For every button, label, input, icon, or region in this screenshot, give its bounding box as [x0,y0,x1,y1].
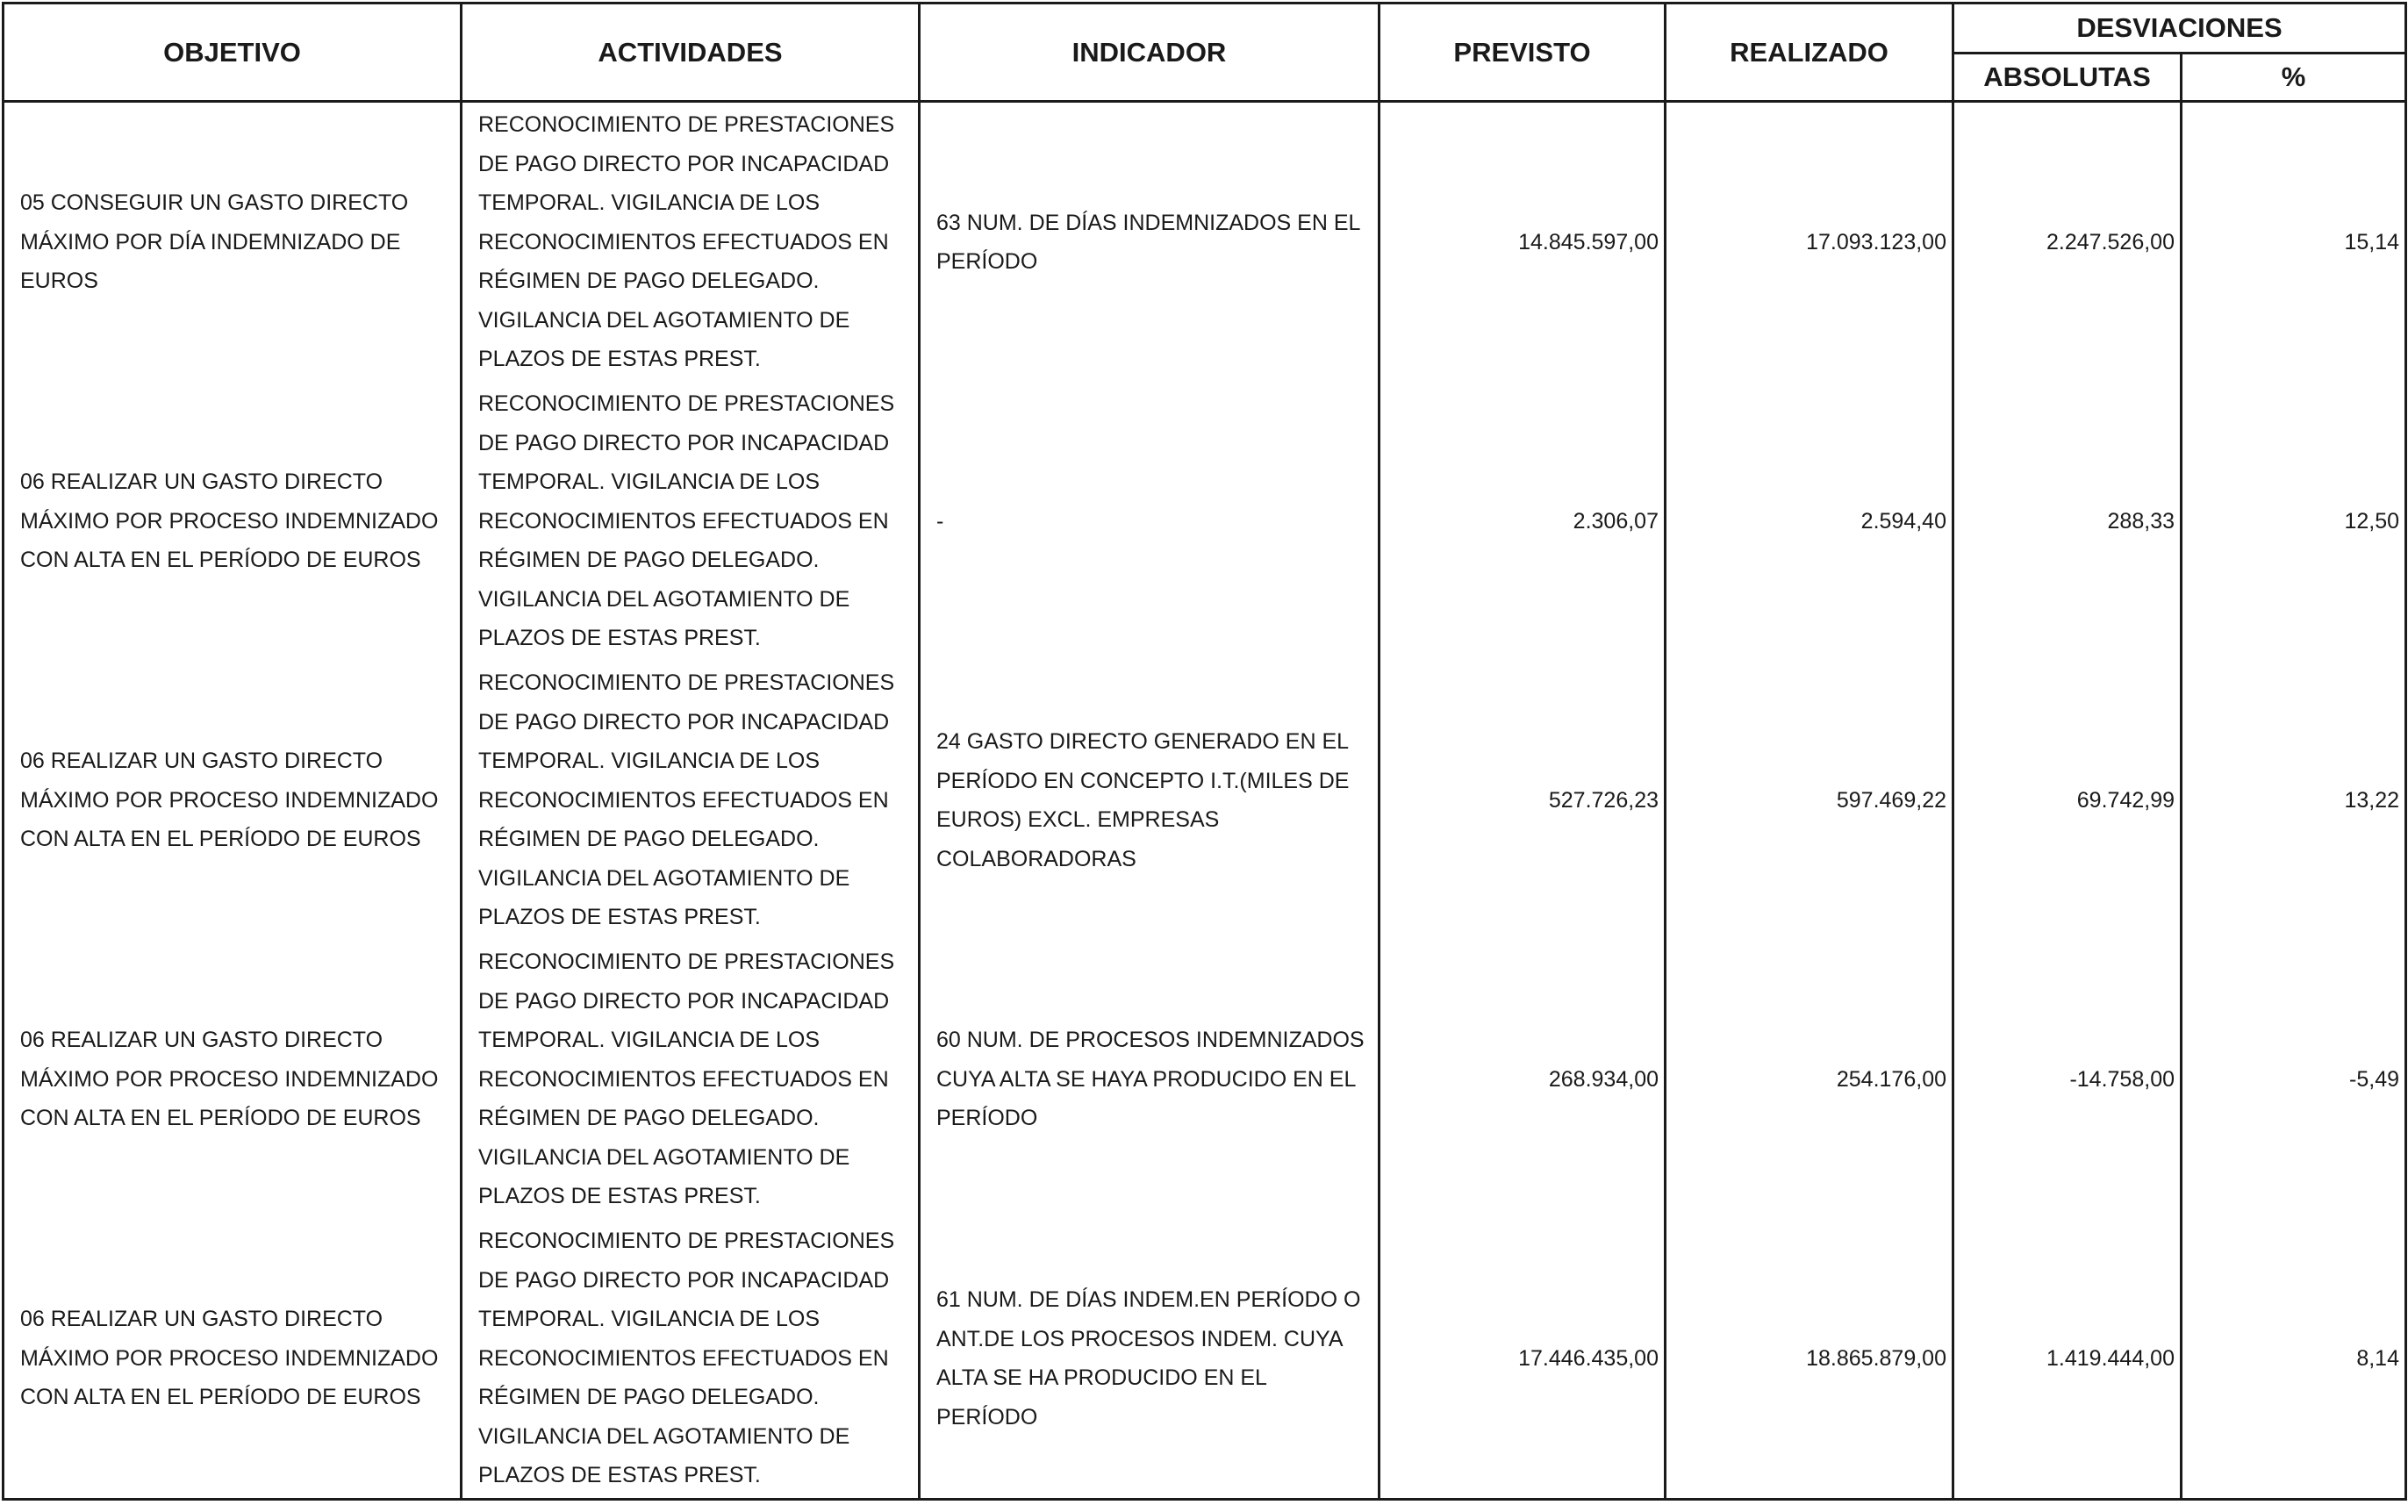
cell-previsto: 268.934,00 [1380,940,1666,1219]
cell-objetivo: 06 REALIZAR UN GASTO DIRECTO MÁXIMO POR PROCESO INDEMNIZADO CON ALTA EN EL PERÍODO DE EUROS [4,940,462,1219]
cell-previsto: 14.845.597,00 [1380,102,1666,383]
cell-previsto: 2.306,07 [1380,382,1666,661]
cell-porcentaje: -5,49 [2182,940,2406,1219]
cell-objetivo: 06 REALIZAR UN GASTO DIRECTO MÁXIMO POR PROCESO INDEMNIZADO CON ALTA EN EL PERÍODO DE EUROS [4,661,462,940]
objectives-table-frame [2,2,2404,1509]
cell-porcentaje: 15,14 [2182,102,2406,383]
cell-actividades: RECONOCIMIENTO DE PRESTACIONES DE PAGO DIRECTO POR INCAPACIDAD TEMPORAL. VIGILANCIA DE LOS RECONOCIMIENTOS EFECTUADOS EN RÉGIMEN DE PAGO DELEGADO. VIGILANCIA DEL AGOTAMIENTO DE PLAZOS DE ESTAS PREST. [462,102,920,383]
cell-realizado: 18.865.879,00 [1666,1219,1953,1500]
cell-objetivo: 06 REALIZAR UN GASTO DIRECTO MÁXIMO POR PROCESO INDEMNIZADO CON ALTA EN EL PERÍODO DE EUROS [4,382,462,661]
cell-absolutas: 2.247.526,00 [1953,102,2182,383]
table-row [4,102,2406,383]
cell-actividades: RECONOCIMIENTO DE PRESTACIONES DE PAGO DIRECTO POR INCAPACIDAD TEMPORAL. VIGILANCIA DE LOS RECONOCIMIENTOS EFECTUADOS EN RÉGIMEN DE PAGO DELEGADO. VIGILANCIA DEL AGOTAMIENTO DE PLAZOS DE ESTAS PREST. [462,382,920,661]
header-realizado: REALIZADO [1666,4,1953,102]
cell-absolutas: 288,33 [1953,382,2182,661]
table-header [4,4,2406,102]
cell-absolutas: 69.742,99 [1953,661,2182,940]
header-objetivo: OBJETIVO [4,4,462,102]
cell-absolutas: -14.758,00 [1953,940,2182,1219]
cell-porcentaje: 13,22 [2182,661,2406,940]
objectives-table [2,2,2407,1501]
cell-actividades: RECONOCIMIENTO DE PRESTACIONES DE PAGO DIRECTO POR INCAPACIDAD TEMPORAL. VIGILANCIA DE LOS RECONOCIMIENTOS EFECTUADOS EN RÉGIMEN DE PAGO DELEGADO. VIGILANCIA DEL AGOTAMIENTO DE PLAZOS DE ESTAS PREST. [462,661,920,940]
table-row [4,940,2406,1219]
cell-realizado: 254.176,00 [1666,940,1953,1219]
header-desviaciones: DESVIACIONES [1953,4,2406,54]
header-previsto: PREVISTO [1380,4,1666,102]
cell-objetivo: 05 CONSEGUIR UN GASTO DIRECTO MÁXIMO POR DÍA INDEMNIZADO DE EUROS [4,102,462,383]
cell-previsto: 527.726,23 [1380,661,1666,940]
table-row [4,661,2406,940]
cell-porcentaje: 12,50 [2182,382,2406,661]
cell-indicador: 60 NUM. DE PROCESOS INDEMNIZADOS CUYA ALTA SE HAYA PRODUCIDO EN EL PERÍODO [920,940,1380,1219]
cell-indicador: 24 GASTO DIRECTO GENERADO EN EL PERÍODO EN CONCEPTO I.T.(MILES DE EUROS) EXCL. EMPRESAS COLABORADORAS [920,661,1380,940]
header-indicador: INDICADOR [920,4,1380,102]
header-absolutas: ABSOLUTAS [1953,54,2182,102]
cell-realizado: 17.093.123,00 [1666,102,1953,383]
cell-actividades: RECONOCIMIENTO DE PRESTACIONES DE PAGO DIRECTO POR INCAPACIDAD TEMPORAL. VIGILANCIA DE LOS RECONOCIMIENTOS EFECTUADOS EN RÉGIMEN DE PAGO DELEGADO. VIGILANCIA DEL AGOTAMIENTO DE PLAZOS DE ESTAS PREST. [462,1219,920,1500]
cell-objetivo: 06 REALIZAR UN GASTO DIRECTO MÁXIMO POR PROCESO INDEMNIZADO CON ALTA EN EL PERÍODO DE EUROS [4,1219,462,1500]
cell-realizado: 2.594,40 [1666,382,1953,661]
header-actividades: ACTIVIDADES [462,4,920,102]
cell-previsto: 17.446.435,00 [1380,1219,1666,1500]
table-body [4,102,2406,1500]
cell-indicador: 61 NUM. DE DÍAS INDEM.EN PERÍODO O ANT.DE LOS PROCESOS INDEM. CUYA ALTA SE HA PRODUCIDO EN EL PERÍODO [920,1219,1380,1500]
cell-porcentaje: 8,14 [2182,1219,2406,1500]
table-row [4,382,2406,661]
cell-absolutas: 1.419.444,00 [1953,1219,2182,1500]
cell-actividades: RECONOCIMIENTO DE PRESTACIONES DE PAGO DIRECTO POR INCAPACIDAD TEMPORAL. VIGILANCIA DE LOS RECONOCIMIENTOS EFECTUADOS EN RÉGIMEN DE PAGO DELEGADO. VIGILANCIA DEL AGOTAMIENTO DE PLAZOS DE ESTAS PREST. [462,940,920,1219]
cell-indicador: - [920,382,1380,661]
cell-indicador: 63 NUM. DE DÍAS INDEMNIZADOS EN EL PERÍODO [920,102,1380,383]
header-porcentaje: % [2182,54,2406,102]
cell-realizado: 597.469,22 [1666,661,1953,940]
table-row [4,1219,2406,1500]
